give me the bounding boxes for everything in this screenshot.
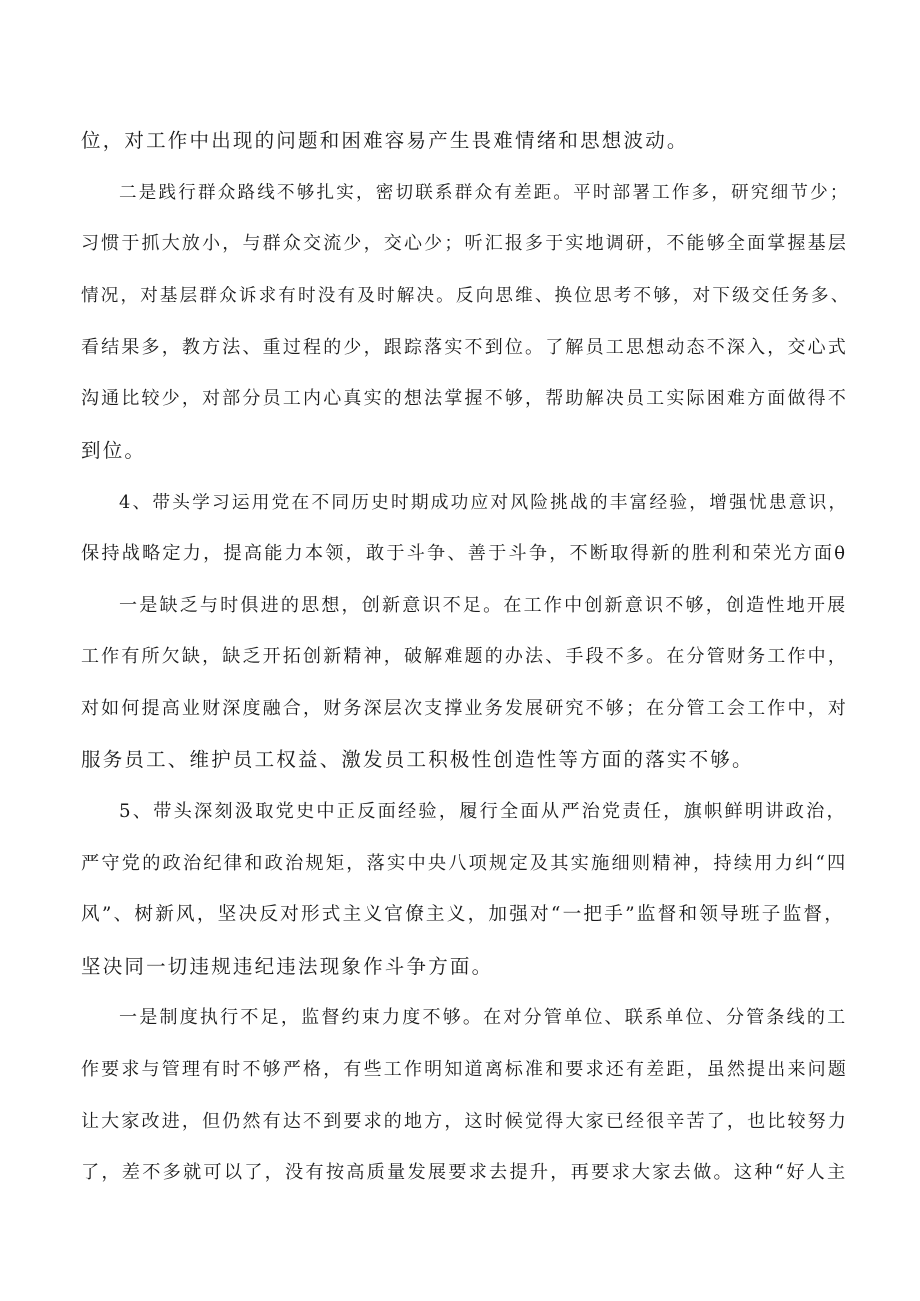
text-line: 了，差不多就可以了，没有按高质量发展要求去提升，再要求大家去做。这种“好人主 (81, 1162, 848, 1183)
text-line: 让大家改进，但仍然有达不到要求的地方，这时候觉得大家已经很辛苦了，也比较努力 (81, 1111, 849, 1132)
text-line: 到位。 (81, 439, 147, 462)
text-line: 严守党的政治纪律和政治规矩，落实中央八项规定及其实施细则精神，持续用力纠“四 (81, 853, 848, 874)
text-line: 5、带头深刻汲取党史中正反面经验，履行全面从严治党责任，旗帜鲜明讲政治， (119, 801, 847, 822)
text-line: 作要求与管理有时不够严格，有些工作明知道离标准和要求还有差距，虽然提出来问题 (81, 1059, 849, 1080)
text-line: 看结果多，教方法、重过程的少，跟踪落实不到位。了解员工思想动态不深入，交心式 (81, 337, 849, 358)
text-line: 一是缺乏与时俱进的思想，创新意识不足。在工作中创新意识不够，创造性地开展 (119, 595, 848, 616)
text-line: 工作有所欠缺，缺乏开拓创新精神，破解难题的办法、手段不多。在分管财务工作中， (81, 646, 849, 667)
text-line: 风”、树新风，坚决反对形式主义官僚主义，加强对“一把手”监督和领导班子监督， (81, 904, 846, 925)
text-line: 二是践行群众路线不够扎实，密切联系群众有差距。平时部署工作多，研究细节少； (119, 183, 850, 203)
text-line: 服务员工、维护员工权益、激发员工积极性创造性等方面的落实不够。 (81, 748, 754, 771)
text-line: 一是制度执行不足，监督约束力度不够。在对分管单位、联系单位、分管条线的工 (119, 1007, 848, 1028)
text-line: 位，对工作中出现的问题和困难容易产生畏难情绪和思想波动。 (81, 129, 689, 152)
text-line: 沟通比较少，对部分员工内心真实的想法掌握不够，帮助解决员工实际困难方面做得不 (81, 388, 849, 409)
text-line: 坚决同一切违规违纪违法现象作斗争方面。 (81, 955, 494, 978)
text-line: 4、带头学习运用党在不同历史时期成功应对风险挑战的丰富经验，增强忧患意识， (119, 493, 849, 513)
text-line: 对如何提高业财深度融合，财务深层次支撑业务发展研究不够；在分管工会工作中，对 (81, 698, 849, 719)
text-line: 情况，对基层群众诉求有时没有及时解决。反向思维、换位思考不够，对下级交任务多、 (81, 286, 851, 306)
text-line: 保持战略定力，提高能力本领，敢于斗争、善于斗争，不断取得新的胜利和荣光方面θ (81, 543, 848, 564)
text-line: 习惯于抓大放小，与群众交流少，交心少；听汇报多于实地调研，不能够全面掌握基层 (81, 233, 849, 254)
